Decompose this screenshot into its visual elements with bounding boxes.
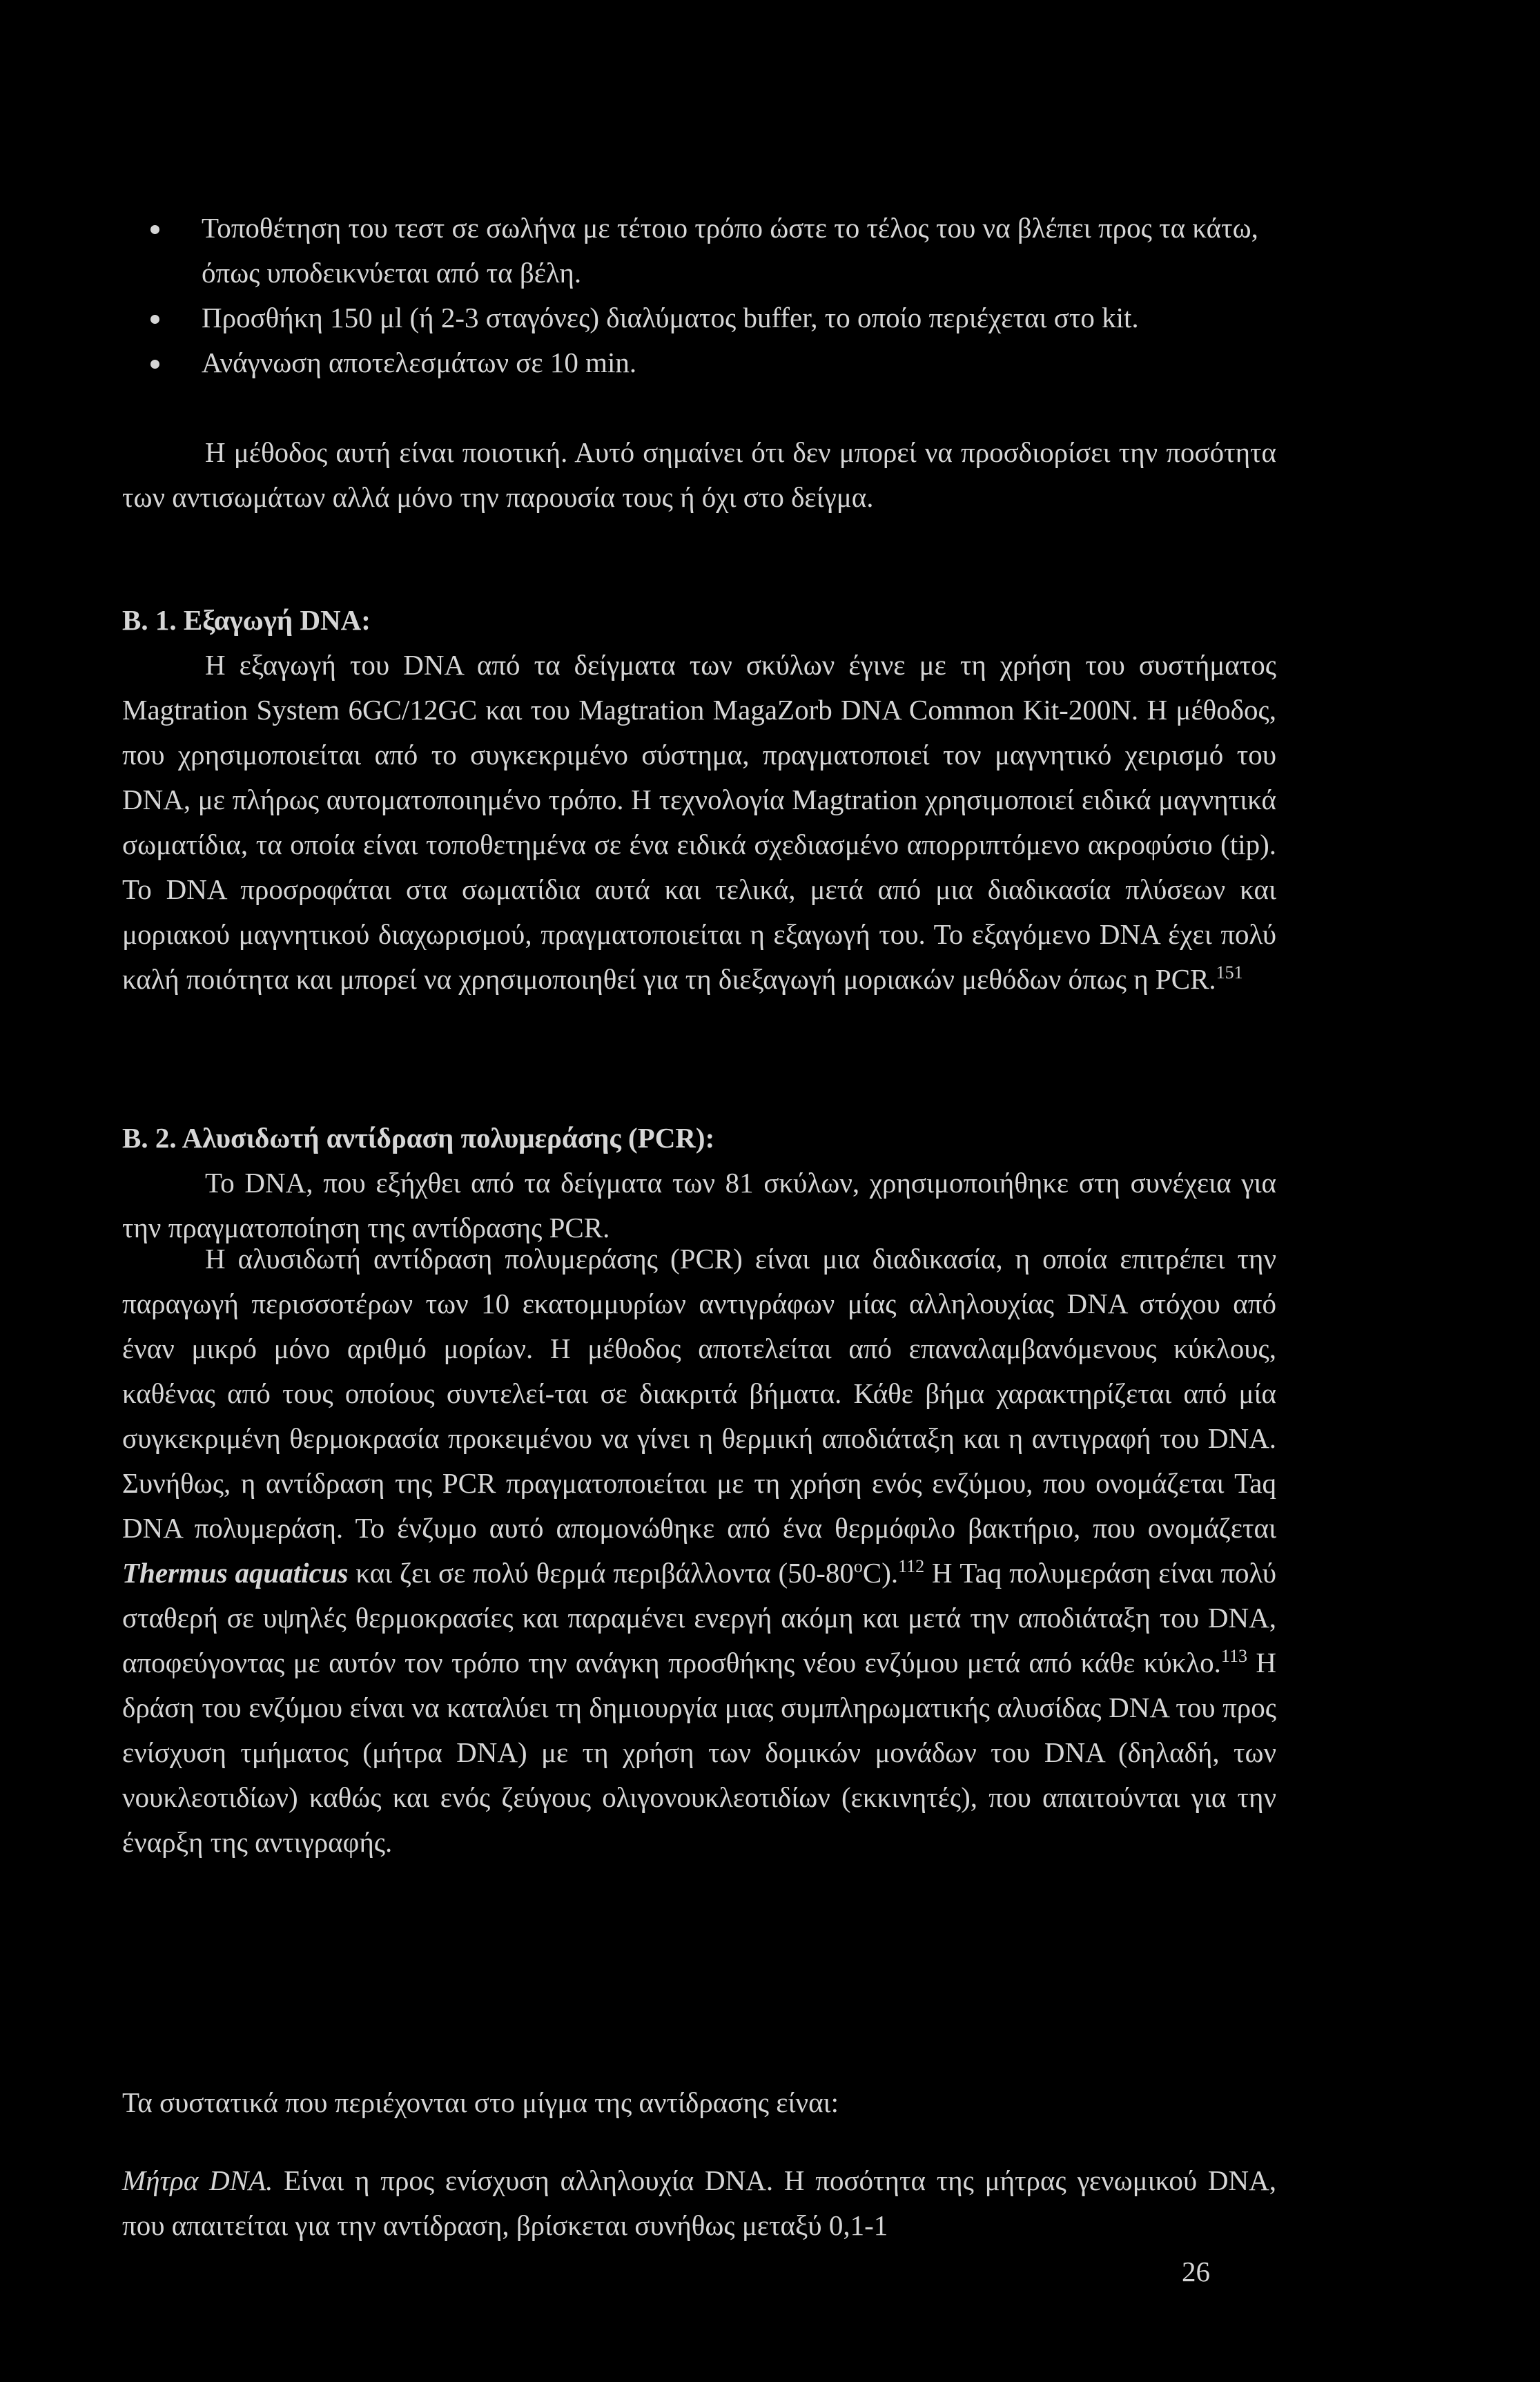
section-b1-body: Η εξαγωγή του DNA από τα δείγματα των σκύλων έγινε με τη χρήση του συστήματος Magtration System 6GC/12GC και του Magtration MagaZorb DNA Common Kit-200N. Η μέθοδος, που χρησιμοποιείται από το συγκεκριμένο σύστημα, πραγματοποιεί τον μαγνητικό χειρισμό του DNA, με πλήρως αυτοματοποιημένο τρόπο. Η τεχνολογία Magtration χρησιμοποιεί ειδικά μαγνητικά σωματίδια, τα οποία είναι τοποθετημένα σε ένα ειδικά σχεδιασμένο απορριπτόμενο ακροφύσιο (tip). Το DNA προσροφάται στα σωματίδια αυτά και τελικά, μετά από μια διαδικασία πλύσεων και μοριακού μαγνητικού διαχωρισμού, πραγματοποιείται η εξαγωγή του. Το εξαγόμενο DNA έχει πολύ καλή ποιότητα και μπορεί να χρησιμοποιηθεί για τη διεξαγωγή μοριακών μεθόδων όπως η PCR. (122, 649, 1276, 995)
list-item (148, 206, 1294, 296)
section-b2-body-part1: Η αλυσιδωτή αντίδραση πολυμεράσης (PCR) είναι μια διαδικασία, η οποία επιτρέπει την παραγωγή περισσοτέρων των 10 εκατομμυρίων αντιγράφων μίας αλληλουχίας DNA στόχου από έναν μικρό μόνο αριθμό μορίων. Η μέθοδος αποτελείται από επαναλαμβανόμενους κύκλους, καθένας από τους οποίους συντελεί-ται σε διακριτά βήματα. Κάθε βήμα χαρακτηρίζεται από μία συγκεκριμένη θερμοκρασία προκειμένου να γίνει η θερμική αποδιάταξη και η αντιγραφή του DNA. Συνήθως, η αντίδραση της PCR πραγματοποιείται με τη χρήση ενός ενζύμου, που ονομάζεται Taq DNA πολυμεράση. Το ένζυμο αυτό απομονώθηκε από ένα θερμόφιλο βακτήριο, που ονομάζεται (122, 1243, 1276, 1544)
section-b1-paragraph (122, 643, 1276, 1002)
bullet-text: Προσθήκη 150 μl (ή 2-3 σταγόνες) διαλύματος buffer, το οποίο περιέχεται στο kit. (202, 302, 1139, 333)
template-dna-text: Είναι η προς ενίσχυση αλληλουχία DNA. Η ποσότητα της μήτρας γενωμικού DNA, που απαιτείται για την αντίδραση, βρίσκεται συνήθως μεταξύ 0,1-1 (122, 2165, 1277, 2241)
section-b2-body-part4: Η Taq πολυμεράση είναι πολύ σταθερή σε υψηλές θερμοκρασίες και παραμένει ενεργή ακόμη και μετά την αποδιάταξη του DNA, αποφεύγοντας με αυτόν τον τρόπο την ανάγκη προσθήκης νέου ενζύμου μετά από κάθε κύκλο. (122, 1557, 1276, 1678)
reference-superscript: 113 (1220, 1646, 1247, 1666)
bullet-icon (150, 360, 159, 369)
components-intro: Τα συστατικά που περιέχονται στο μίγμα της αντίδρασης είναι: (122, 2086, 839, 2118)
section-b1-heading: Β. 1. Εξαγωγή DNA: (122, 604, 371, 636)
list-item (148, 340, 1294, 385)
reference-superscript: 151 (1216, 962, 1243, 982)
section-b2-body-part2: και ζει σε πολύ θερμά περιβάλλοντα (50-80 (355, 1557, 854, 1589)
bullet-text: Τοποθέτηση του τεστ σε σωλήνα με τέτοιο τρόπο ώστε το τέλος του να βλέπει προς τα κάτω, όπως υποδεικνύεται από τα βέλη. (202, 212, 1258, 289)
degree-superscript: o (853, 1556, 863, 1576)
reference-superscript: 112 (898, 1556, 925, 1576)
bullet-list (148, 206, 1294, 385)
list-item (148, 296, 1294, 340)
method-note-text: Η μέθοδος αυτή είναι ποιοτική. Αυτό σημαίνει ότι δεν μπορεί να προσδιορίσει την ποσότητα των αντισωμάτων αλλά μόνο την παρουσία τους ή όχι στο δείγμα. (122, 436, 1276, 513)
components-intro-paragraph (122, 2080, 1276, 2125)
bullet-icon (150, 225, 159, 234)
species-name: Thermus aquaticus (122, 1557, 349, 1589)
section-b2-heading: Β. 2. Αλυσιδωτή αντίδραση πολυμεράσης (PCR): (122, 1122, 715, 1154)
section-b2-body-part3: C). (862, 1557, 899, 1589)
page-number: 26 (1182, 2256, 1210, 2287)
method-note-paragraph (122, 430, 1276, 520)
bullet-icon (150, 315, 159, 324)
bullet-text: Ανάγνωση αποτελεσμάτων σε 10 min. (202, 347, 637, 378)
section-b2-intro: Το DNA, που εξήχθει από τα δείγματα των 81 σκύλων, χρησιμοποιήθηκε στη συνέχεια για την πραγματοποίηση της αντίδρασης PCR. (122, 1167, 1276, 1243)
template-dna-paragraph (122, 2158, 1276, 2248)
template-dna-term: Μήτρα DNA. (122, 2165, 273, 2196)
section-b2-body-paragraph (122, 1237, 1276, 1865)
section-b2-body-part5: Η δράση του ενζύμου είναι να καταλύει τη δημιουργία μιας συμπληρωματικής αλυσίδας DNA του προς ενίσχυση τμήματος (μήτρα DNA) με τη χρήση των δομικών μονάδων του DNA (δηλαδή, των νουκλεοτιδίων) καθώς και ενός ζεύγους ολιγονουκλεοτιδίων (εκκινητές), που απαιτούνται για την έναρξη της αντιγραφής. (122, 1647, 1277, 1858)
